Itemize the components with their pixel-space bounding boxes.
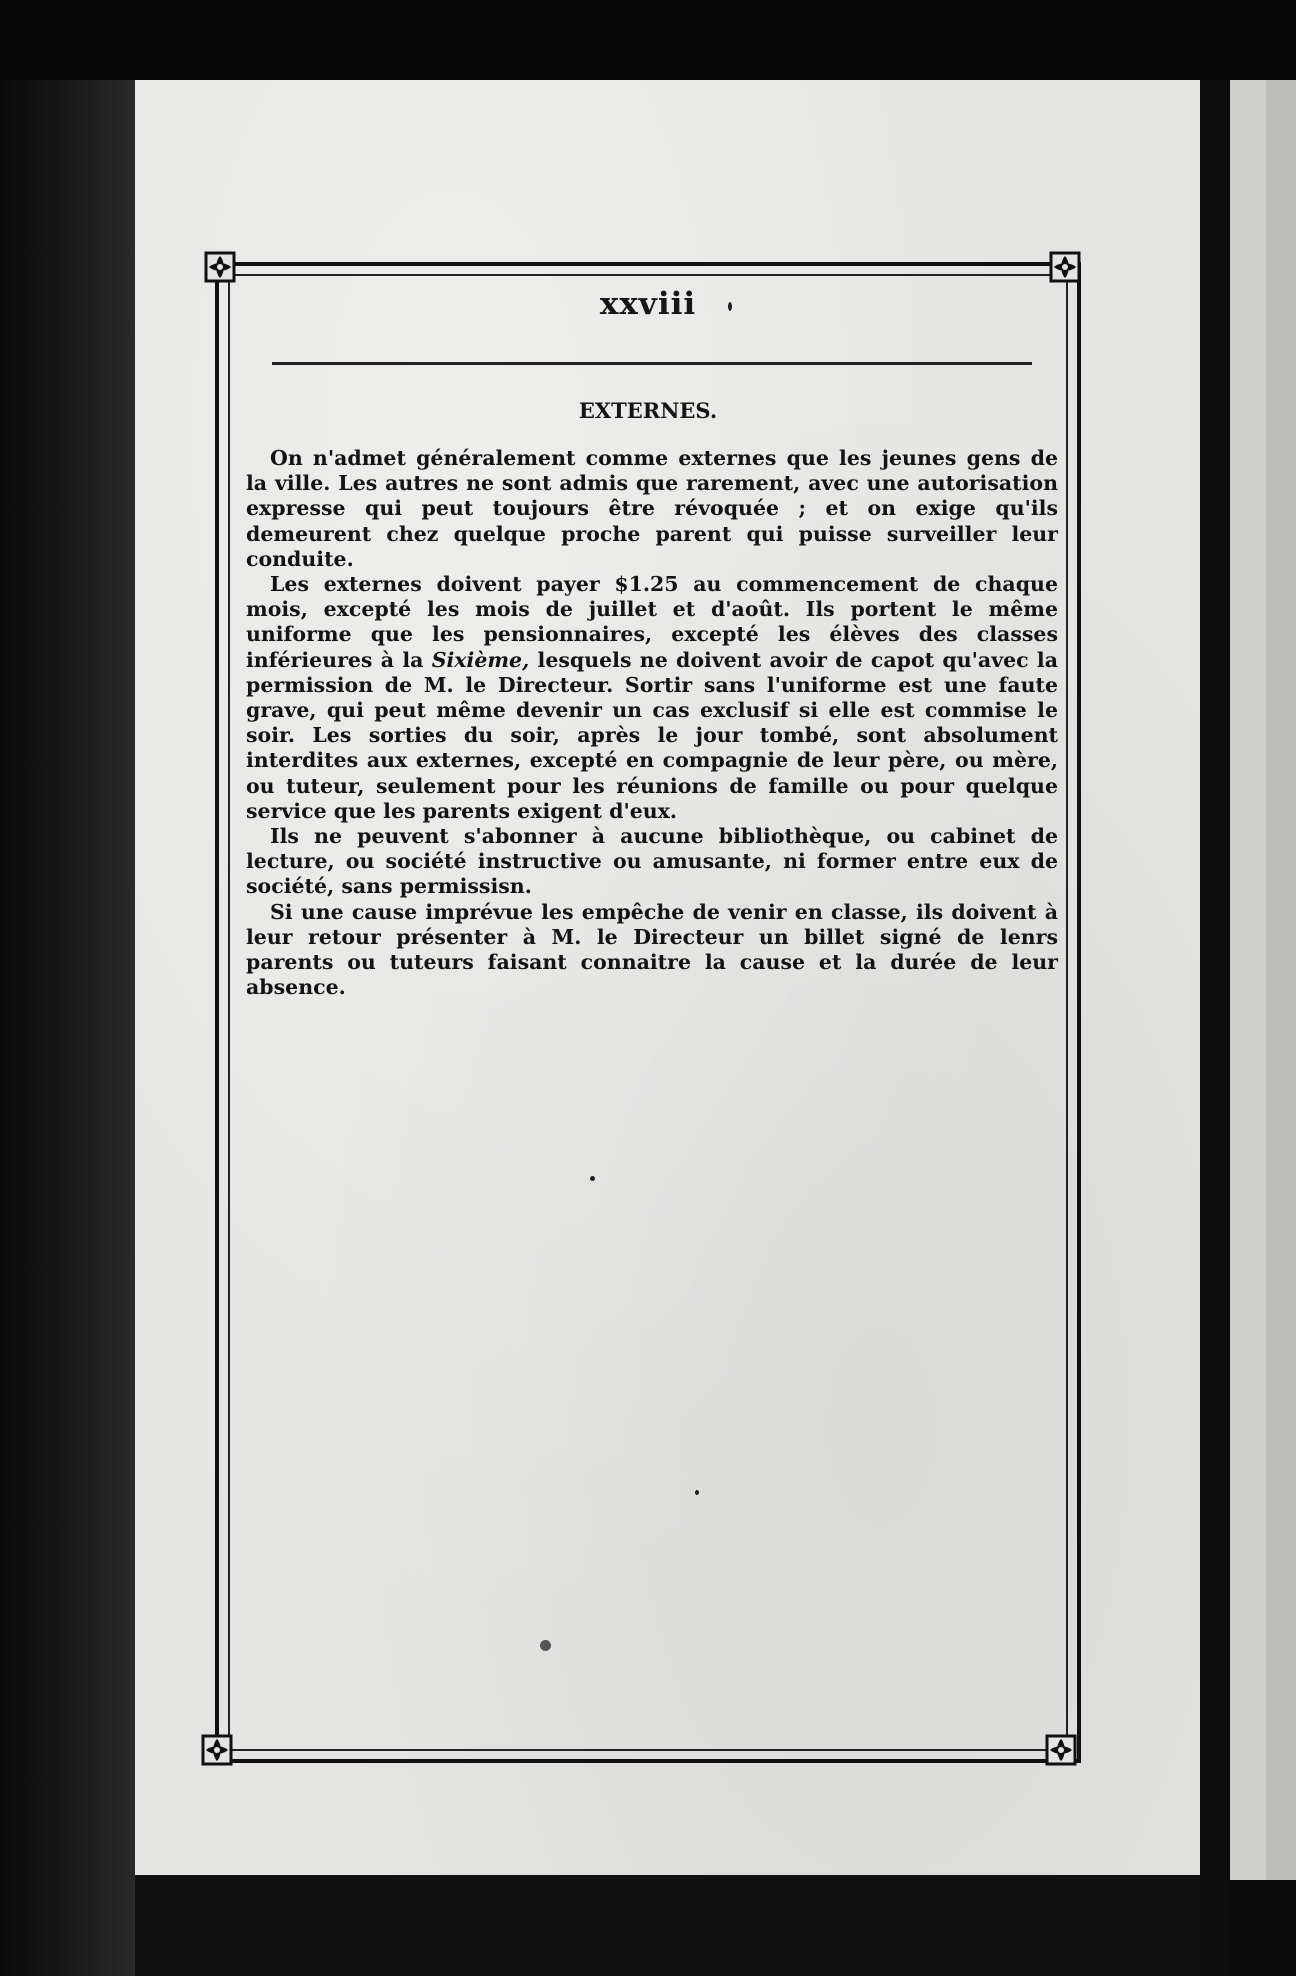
scan-speck [540,1640,551,1651]
fleuron-corner-icon [1044,1733,1078,1767]
scan-speck [728,302,732,311]
scan-background-top [0,0,1296,80]
paragraph-text: On n'admet généralement comme externes que les jeunes gens de la ville. Les autres ne sont admis que rarement, avec une autorisation expresse qui peut toujours être révoquée ; et on exige qu'ils demeurent chez quelque proche parent qui puisse surveiller leur conduite. [246,446,1058,571]
fleuron-corner-icon [203,250,237,284]
paragraph-text: Si une cause imprévue les empêche de venir en classe, ils doivent à leur retour présenter à M. le Directeur un billet signé de lenrs parents ou tuteurs faisant connaitre la cause et la durée de leur absence. [246,899,1058,1000]
page-gutter [1200,80,1230,1976]
scan-background-bottom [135,1875,1200,1976]
adjacent-page-margin [1266,80,1296,1880]
paragraph [246,900,1058,1001]
paragraph-text: Ils ne peuvent s'abonner à aucune bibliothèque, ou cabinet de lecture, ou société instructive ou amusante, ni former entre eux de société, sans permissisn. [246,824,1058,899]
paragraph [246,572,1058,824]
fleuron-corner-icon [200,1733,234,1767]
book-spine [0,80,135,1976]
section-title: EXTERNES. [578,398,718,423]
scan-speck [695,1490,699,1495]
scan-speck [590,1176,595,1181]
paragraph-text: lesquels ne doivent avoir de capot qu'avec la permission de M. le Directeur. Sortir sans l'uniforme est une faute grave, qui peut même devenir un cas exclusif si elle est commise le soir. Les sorties du soir, après le jour tombé, sont absolument interdites aux externes, excepté en compagnie de leur père, ou mère, ou tuteur, seulement pour les réunions de famille ou pour quelque service que les parents exigent d'eux. [246,647,1059,823]
italic-term: Sixième, [431,647,530,672]
fleuron-corner-icon [1048,250,1082,284]
body-text [246,446,1058,1000]
paragraph [246,824,1058,900]
header-rule [272,362,1032,365]
paragraph [246,446,1058,572]
page-number: xxviii [599,286,697,322]
paragraph-text: Les externes doivent payer $1.25 au commencement de chaque mois, excepté les mois de juillet et d'août. Ils portent le même uniforme que les pensionnaires, excepté les élèves des classes inférieures à la [246,572,1058,672]
